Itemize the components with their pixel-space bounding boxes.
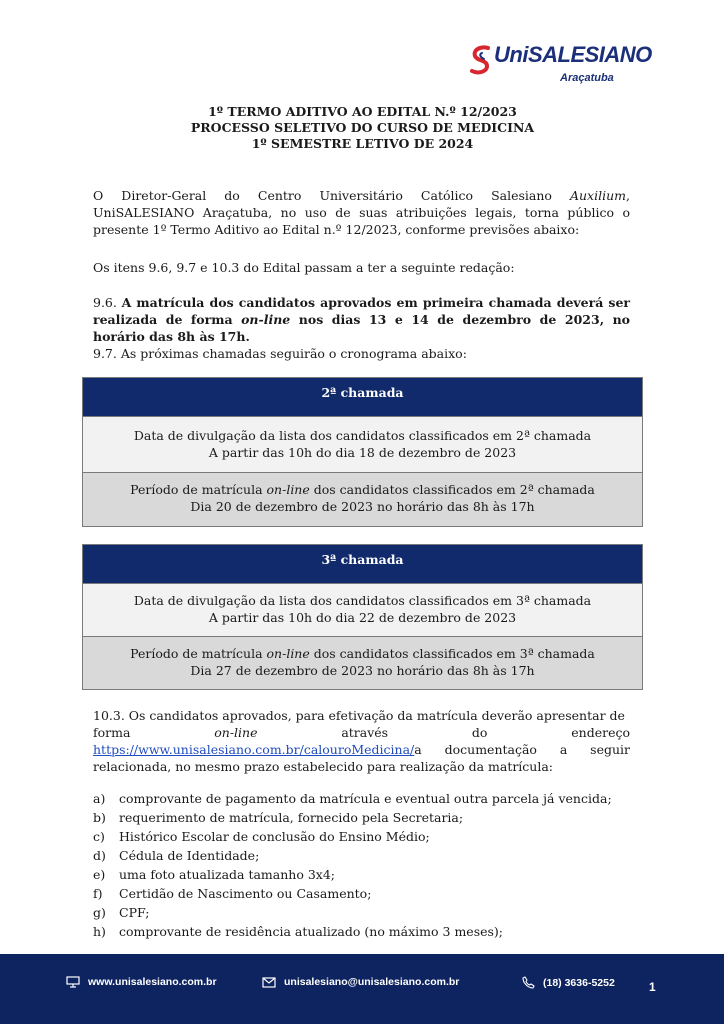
item-10-3-line-2 [93,724,630,741]
table-row [83,472,642,526]
list-letter: g) [93,905,106,920]
row-text: Período de matrícula [130,482,267,497]
table-row [83,583,642,636]
item-9-6-bold-1: A matrícula dos candidatos aprovados em primeira chamada deverá ser realizada de forma [93,295,631,327]
word-italic: on-line [214,725,258,740]
item-10-3-line-1: 10.3. Os candidatos aprovados, para efetivação da matrícula deverão apresentar de [93,708,625,723]
item-9-6-italic: on-line [241,312,291,327]
intro-text-after: , UniSALESIANO Araçatuba, no uso de suas atribuições legais, torna público o presente 1º Termo Aditivo ao Edital n.º 12/2023, conforme previsões abaixo: [93,188,630,237]
unisalesiano-logo [468,40,652,100]
item-9-7: 9.7. As próximas chamadas seguirão o cronograma abaixo: [93,346,467,361]
list-item [93,865,633,884]
row-line: Data de divulgação da lista dos candidatos classificados em 3ª chamada [133,593,592,608]
table-header: 2ª chamada [83,378,642,416]
page-footer [0,954,724,1024]
list-letter: f) [93,886,103,901]
list-letter: c) [93,829,105,844]
title-line-1: 1º TERMO ADITIVO AO EDITAL N.º 12/2023 [208,104,517,119]
intro-text-before: O Diretor-Geral do Centro Universitário Católico Salesiano [93,188,570,203]
item-10-3-line-4: relacionada, no mesmo prazo estabelecido para realização da matrícula: [93,759,554,774]
logo-brand-text: UniSALESIANO [494,42,652,67]
footer-phone[interactable] [522,976,615,989]
list-letter: d) [93,848,106,863]
word: do [471,725,488,740]
word: seguir [590,742,630,757]
list-letter: b) [93,810,106,825]
footer-website-text: www.unisalesiano.com.br [88,976,217,988]
list-text: Histórico Escolar de conclusão do Ensino Médio; [119,829,430,844]
footer-email-text: unisalesiano@unisalesiano.com.br [284,976,460,988]
salesiano-s-icon [468,44,494,76]
row-line [83,481,642,498]
intro-paragraph [93,187,630,238]
page-number: 1 [649,980,656,994]
item-10-3 [93,707,630,775]
list-letter: h) [93,924,106,939]
list-text: Certidão de Nascimento ou Casamento; [119,886,372,901]
schedule-table-2nd-call [82,377,643,527]
row-text-italic: on-line [266,482,310,497]
list-item [93,903,633,922]
list-item [93,884,633,903]
monitor-icon [66,976,80,988]
row-line: A partir das 10h do dia 18 de dezembro de 2023 [208,445,517,460]
envelope-icon [262,977,276,988]
word: endereço [571,725,630,740]
word: forma [93,725,131,740]
word: documentação [444,742,537,757]
phone-icon [522,976,535,989]
footer-website[interactable] [66,976,217,988]
row-line: Dia 27 de dezembro de 2023 no horário das 8h às 17h [190,663,535,678]
word: através [341,725,389,740]
list-item [93,922,633,941]
schedule-table-3rd-call [82,544,643,690]
list-text: comprovante de pagamento da matrícula e eventual outra parcela já vencida; [119,791,612,806]
item-9-6 [93,294,630,345]
title-line-3: 1º SEMESTRE LETIVO DE 2024 [251,136,474,151]
title-line-2: PROCESSO SELETIVO DO CURSO DE MEDICINA [190,120,535,135]
row-line [83,645,642,662]
row-line: Dia 20 de dezembro de 2023 no horário das 8h às 17h [190,499,535,514]
table-row [83,636,642,689]
word: a [559,742,568,757]
list-item [93,846,633,865]
row-text: Período de matrícula [130,646,267,661]
item-10-3-line-3 [93,741,630,758]
logo-city-text: Araçatuba [560,72,614,84]
table-row [83,416,642,472]
itens-paragraph: Os itens 9.6, 9.7 e 10.3 do Edital passam a ter a seguinte redação: [93,260,515,275]
table-header: 3ª chamada [83,545,642,583]
row-text: dos candidatos classificados em 2ª chamada [309,482,595,497]
document-title [90,104,635,152]
item-9-6-number: 9.6. [93,295,122,310]
footer-phone-text: (18) 3636-5252 [543,976,615,989]
footer-email[interactable] [262,976,459,988]
word: a [414,742,422,757]
list-item [93,808,633,827]
documents-list [93,789,633,941]
list-text: uma foto atualizada tamanho 3x4; [119,867,335,882]
row-line: Data de divulgação da lista dos candidatos classificados em 2ª chamada [133,428,592,443]
list-letter: a) [93,791,106,806]
list-text: CPF; [119,905,150,920]
list-item [93,789,633,808]
intro-text-italic: Auxilium [569,188,627,203]
calouro-medicina-link[interactable]: https://www.unisalesiano.com.br/calouroMedicina/ [93,742,415,757]
list-item [93,827,633,846]
row-line: A partir das 10h do dia 22 de dezembro de 2023 [208,610,517,625]
row-text: dos candidatos classificados em 3ª chamada [309,646,595,661]
list-letter: e) [93,867,106,882]
row-text-italic: on-line [266,646,310,661]
item-9-6-bold-2: nos dias 13 e 14 de dezembro de 2023, no horário das 8h às 17h. [93,312,631,344]
list-text: comprovante de residência atualizado (no máximo 3 meses); [119,924,504,939]
list-text: requerimento de matrícula, fornecido pela Secretaria; [119,810,464,825]
list-text: Cédula de Identidade; [119,848,260,863]
